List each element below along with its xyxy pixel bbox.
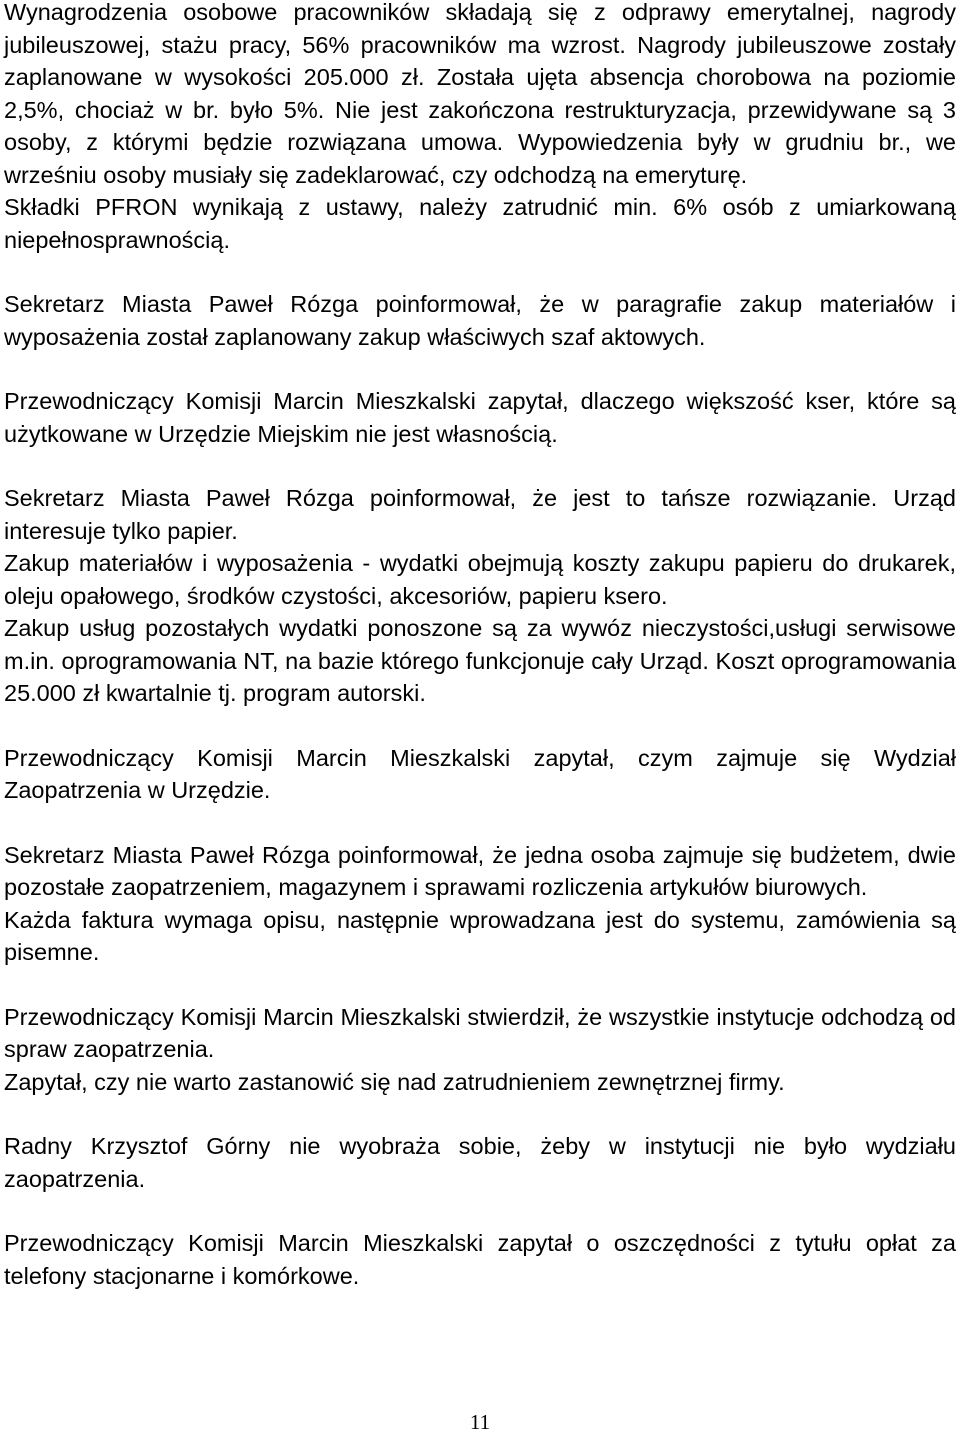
paragraph-secretary-staff: Sekretarz Miasta Paweł Rózga poinformował, że jedna osoba zajmuje się budżetem, dwie pozostałe zaopatrzeniem, magazynem i sprawami rozliczenia artykułów biurowych. [4,841,956,900]
paragraph-chair-institutions: Przewodniczący Komisji Marcin Mieszkalski stwierdził, że wszystkie instytucje odchodzą od spraw zaopatrzenia. [4,1003,956,1062]
paragraph-pfron: Składki PFRON wynikają z ustawy, należy zatrudnić min. 6% osób z umiarkowaną niepełnosprawnością. [4,194,956,253]
paragraph-spacer [4,450,956,482]
page-number: 11 [469,1410,491,1434]
paragraph-spacer [4,1098,956,1130]
paragraph-secretary-cheaper: Sekretarz Miasta Paweł Rózga poinformował, że jest to tańsze rozwiązanie. Urząd interesuje tylko papier. [4,485,956,544]
paragraph-spacer [4,969,956,1001]
paragraph-spacer [4,1195,956,1227]
paragraph-services-purchase: Zakup usług pozostałych wydatki ponoszone są za wywóz nieczystości,usługi serwisowe m.in. oprogramowania NT, na bazie którego funkcjonuje cały Urząd. Koszt oprogramowania 25.000 zł kwartalnie tj. program autorski. [4,615,956,706]
paragraph-spacer [4,807,956,839]
paragraph-materials-purchase: Zakup materiałów i wyposażenia - wydatki obejmują koszty zakupu papieru do drukarek, oleju opałowego, środków czystości, akcesoriów, papieru ksero. [4,550,956,609]
paragraph-spacer [4,256,956,288]
paragraph-councillor-gorny: Radny Krzysztof Górny nie wyobraża sobie, żeby w instytucji nie było wydziału zaopatrzenia. [4,1133,956,1192]
paragraph-chair-phones: Przewodniczący Komisji Marcin Mieszkalski zapytał o oszczędności z tytułu opłat za telefony stacjonarne i komórkowe. [4,1230,956,1289]
paragraph-spacer [4,710,956,742]
paragraph-invoices: Każda faktura wymaga opisu, następnie wprowadzana jest do systemu, zamówienia są pisemne. [4,906,956,965]
paragraph-external-firm: Zapytał, czy nie warto zastanowić się nad zatrudnieniem zewnętrznej firmy. [4,1068,785,1095]
document-page [4,0,956,1292]
paragraph-chair-copiers: Przewodniczący Komisji Marcin Mieszkalski zapytał, dlaczego większość kser, które są użytkowane w Urzędzie Miejskim nie jest własnością. [4,388,956,447]
paragraph-spacer [4,353,956,385]
paragraph-chair-supply-dept: Przewodniczący Komisji Marcin Mieszkalski zapytał, czym zajmuje się Wydział Zaopatrzenia w Urzędzie. [4,744,956,803]
paragraph-salaries: Wynagrodzenia osobowe pracowników składają się z odprawy emerytalnej, nagrody jubileuszowej, stażu pracy, 56% pracowników ma wzrost. Nagrody jubileuszowe zostały zaplanowane w wysokości 205.000 zł. Została ujęta absencja chorobowa na poziomie 2,5%, chociaż w br. było 5%. Nie jest zakończona restrukturyzacja, przewidywane są 3 osoby, z którymi będzie rozwiązana umowa. Wypowiedzenia były w grudniu br., we wrześniu osoby musiały się zadeklarować, czy odchodzą na emeryturę. [4,0,956,188]
paragraph-secretary-cabinets: Sekretarz Miasta Paweł Rózga poinformował, że w paragrafie zakup materiałów i wyposażenia został zaplanowany zakup właściwych szaf aktowych. [4,291,956,350]
